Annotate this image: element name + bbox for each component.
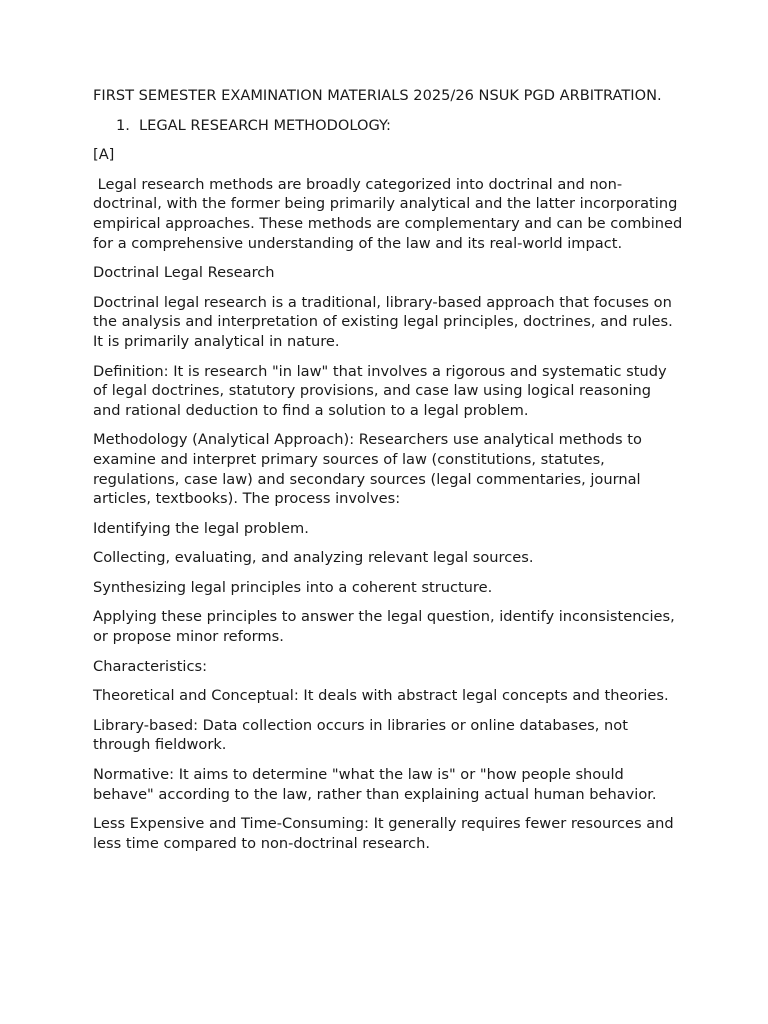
intro-paragraph: Legal research methods are broadly categorized into doctrinal and non-doctrinal, with the former being primarily analytical and the latter incorporating empirical approaches. These methods are complementary and can be combined for a comprehensive understanding of the law and its real-world impact. — [93, 175, 687, 252]
document-page — [93, 86, 687, 863]
paragraph: Theoretical and Conceptual: It deals with abstract legal concepts and theories. — [93, 687, 669, 705]
paragraph: Collecting, evaluating, and analyzing relevant legal sources. — [93, 549, 534, 567]
paragraph: Applying these principles to answer the legal question, identify inconsistencies, or propose minor reforms. — [93, 608, 675, 646]
paragraph: Less Expensive and Time-Consuming: It generally requires fewer resources and less time compared to non-doctrinal research. — [93, 815, 674, 852]
paragraph: Synthesizing legal principles into a coherent structure. — [93, 578, 493, 596]
document-title: FIRST SEMESTER EXAMINATION MATERIALS 2025/26 NSUK PGD ARBITRATION. — [93, 87, 662, 104]
paragraph: Characteristics: — [93, 657, 208, 675]
section-list — [93, 116, 683, 136]
section-heading: LEGAL RESEARCH METHODOLOGY: — [139, 116, 391, 134]
paragraph: Doctrinal legal research is a traditional, library-based approach that focuses on the analysis and interpretation of existing legal principles, doctrines, and rules. It is primarily analytical in nature. — [93, 293, 673, 350]
paragraph: Normative: It aims to determine "what the law is" or "how people should behave" according to the law, rather than explaining actual human behavior. — [93, 766, 657, 803]
paragraph: Definition: It is research "in law" that involves a rigorous and systematic study of legal doctrines, statutory provisions, and case law using logical reasoning and rational deduction to find a solution to a legal problem. — [93, 362, 667, 419]
subheading: Doctrinal Legal Research — [93, 264, 275, 282]
section-item — [93, 116, 683, 136]
part-label: [A] — [93, 146, 115, 164]
paragraph: Identifying the legal problem. — [93, 519, 309, 537]
paragraph: Library-based: Data collection occurs in libraries or online databases, not through fieldwork. — [93, 716, 628, 754]
section-number: 1. — [116, 116, 130, 134]
paragraph: Methodology (Analytical Approach): Researchers use analytical methods to examine and interpret primary sources of law (constitutions, statutes, regulations, case law) and secondary sources (legal commentaries, journal articles, textbooks). The process involves: — [93, 431, 642, 508]
